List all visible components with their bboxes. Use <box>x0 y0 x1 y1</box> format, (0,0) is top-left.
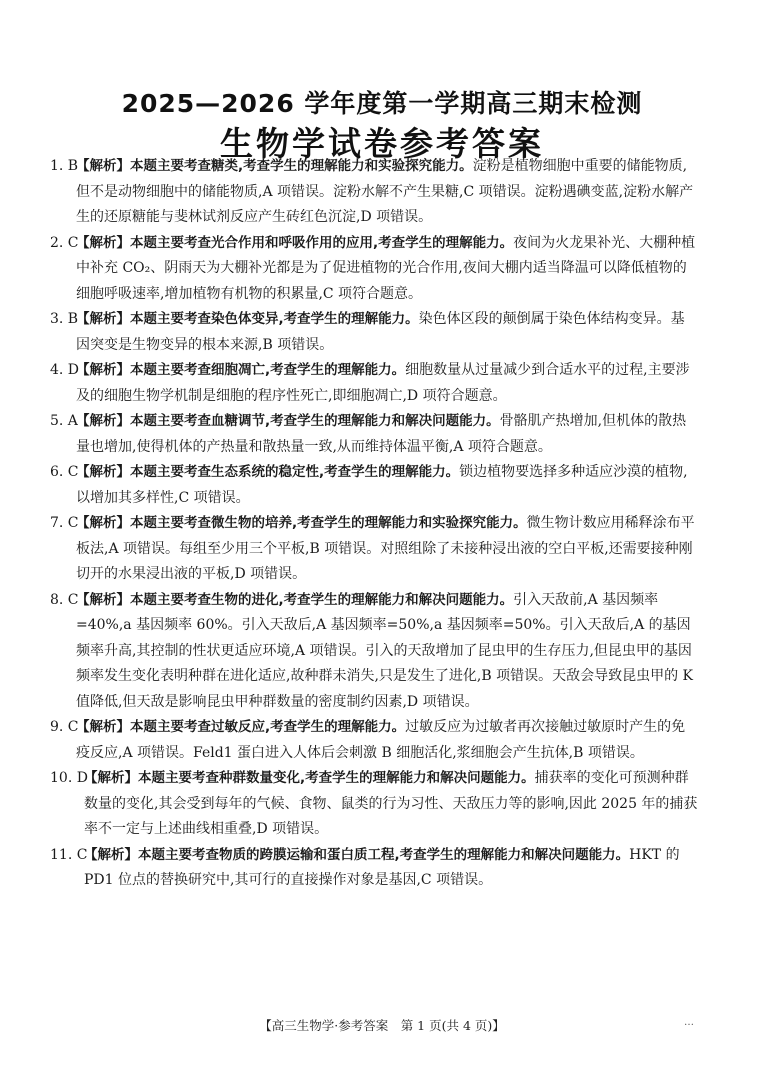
analysis-text: 过敏反应为过敏者再次接触过敏原时产生的免疫反应,A 项错误。Feld1 蛋白进入人体后会刺激 B 细胞活化,浆细胞会产生抗体,B 项错误。 <box>76 719 686 761</box>
answer-number: 5. A <box>50 413 78 429</box>
answer-number: 1. B <box>50 158 79 174</box>
analysis-text: 染色体区段的颠倒属于染色体结构变异。基因突变是生物变异的根本来源,B 项错误。 <box>76 311 685 353</box>
answer-list <box>50 154 698 894</box>
answer-item-6 <box>50 460 698 511</box>
analysis-focus: 本题主要考查染色体变异,考查学生的理解能力。 <box>130 311 419 327</box>
analysis-text: 夜间为火龙果补光、大棚种植中补充 CO₂、阴雨天为大棚补光都是为了促进植物的光合作用,夜间大棚内适当降温可以降低植物的细胞呼吸速率,增加植物有机物的积累量,C 项符合题意。 <box>76 234 696 302</box>
analysis-text: 微生物计数应用稀释涂布平板法,A 项错误。每组至少用三个平板,B 项错误。对照组除了未接种浸出液的空白平板,还需要接种刚切开的水果浸出液的平板,D 项错误。 <box>76 515 695 582</box>
analysis-tag: 【解析】 <box>76 413 130 429</box>
exam-title: 2025—2026 学年度第一学期高三期末检测 <box>121 89 643 118</box>
analysis-tag: 【解析】 <box>76 719 130 735</box>
answer-key-title: 生物学试卷参考答案 <box>220 124 544 163</box>
answer-number: 10. D <box>50 770 88 786</box>
answer-item-8 <box>50 588 698 716</box>
answer-item-4 <box>50 358 698 409</box>
analysis-text: 锁边植物要选择多种适应沙漠的植物,以增加其多样性,C 项错误。 <box>76 464 688 506</box>
analysis-tag: 【解析】 <box>76 311 130 327</box>
analysis-tag: 【解析】 <box>76 158 130 174</box>
analysis-tag: 【解析】 <box>76 591 130 608</box>
analysis-text: 捕获率的变化可预测种群数量的变化,其会受到每年的气候、食物、鼠类的行为习性、天敌压力等的影响,因此 2025 年的捕获率不一定与上述曲线相重叠,D 项错误。 <box>84 770 698 837</box>
answer-number: 3. B <box>50 311 79 327</box>
page-footer: 【高三生物学·参考答案 第 1 页(共 4 页)】 <box>259 1018 505 1033</box>
answer-number: 9. C <box>50 719 79 735</box>
analysis-focus: 本题主要考查细胞凋亡,考查学生的理解能力。 <box>130 362 406 378</box>
analysis-text: 引入天敌前,A 基因频率=40%,a 基因频率 60%。引入天敌后,A 基因频率=50%,a 基因频率=50%。引入天敌后,A 的基因频率升高,其控制的性状更适应环境,A 项错误。引入的天敌增加了昆虫甲的生存压力,但昆虫甲的基因频率发生变化表明种群在进化适应,故种群未消失,只是发生了进化,B 项错误。天敌会导致昆虫甲的 K 值降低,但天敌是影响昆虫甲种群数量的密度制约因素,D 项错误。 <box>76 591 693 710</box>
analysis-focus: 本题主要考查过敏反应,考查学生的理解能力。 <box>130 719 406 735</box>
answer-number: 2. C <box>50 234 79 251</box>
analysis-focus: 本题主要考查生态系统的稳定性,考查学生的理解能力。 <box>130 464 460 480</box>
analysis-text: 淀粉是植物细胞中重要的储能物质,但不是动物细胞中的储能物质,A 项错误。淀粉水解不产生果糖,C 项错误。淀粉遇碘变蓝,淀粉水解产生的还原糖能与斐林试剂反应产生砖红色沉淀,D 项错误。 <box>76 158 694 225</box>
corner-mark: … <box>684 1017 695 1028</box>
analysis-focus: 本题主要考查血糖调节,考查学生的理解能力和解决问题能力。 <box>130 413 500 429</box>
analysis-focus: 本题主要考查种群数量变化,考查学生的理解能力和解决问题能力。 <box>138 770 535 786</box>
analysis-tag: 【解析】 <box>84 770 138 786</box>
answer-item-11 <box>50 843 698 894</box>
answer-item-5 <box>50 409 698 460</box>
analysis-focus: 本题主要考查光合作用和呼吸作用的应用,考查学生的理解能力。 <box>130 234 514 251</box>
analysis-focus: 本题主要考查生物的进化,考查学生的理解能力和解决问题能力。 <box>130 591 514 608</box>
analysis-tag: 【解析】 <box>76 515 130 531</box>
answer-number: 8. C <box>50 591 79 608</box>
answer-item-7 <box>50 511 698 588</box>
analysis-tag: 【解析】 <box>76 362 130 378</box>
analysis-text: HKT 的 PD1 位点的替换研究中,其可行的直接操作对象是基因,C 项错误。 <box>84 846 680 888</box>
analysis-text: 细胞数量从过量减少到合适水平的过程,主要涉及的细胞生物学机制是细胞的程序性死亡,即细胞凋亡,D 项符合题意。 <box>76 362 690 404</box>
answer-number: 11. C <box>50 846 88 863</box>
answer-item-2 <box>50 231 698 308</box>
analysis-focus: 本题主要考查物质的跨膜运输和蛋白质工程,考查学生的理解能力和解决问题能力。 <box>138 846 630 863</box>
answer-number: 4. D <box>50 362 80 378</box>
answer-item-3 <box>50 307 698 358</box>
answer-number: 7. C <box>50 515 79 531</box>
answer-number: 6. C <box>50 464 79 480</box>
answer-item-9 <box>50 715 698 766</box>
analysis-text: 骨骼肌产热增加,但机体的散热量也增加,使得机体的产热量和散热量一致,从而维持体温平衡,A 项符合题意。 <box>76 413 687 455</box>
answer-item-10 <box>50 766 698 843</box>
analysis-tag: 【解析】 <box>76 234 130 251</box>
analysis-tag: 【解析】 <box>84 846 138 863</box>
analysis-tag: 【解析】 <box>76 464 130 480</box>
answer-item-1 <box>50 154 698 231</box>
analysis-focus: 本题主要考查微生物的培养,考查学生的理解能力和实验探究能力。 <box>130 515 527 531</box>
analysis-focus: 本题主要考查糖类,考查学生的理解能力和实验探究能力。 <box>130 158 473 174</box>
